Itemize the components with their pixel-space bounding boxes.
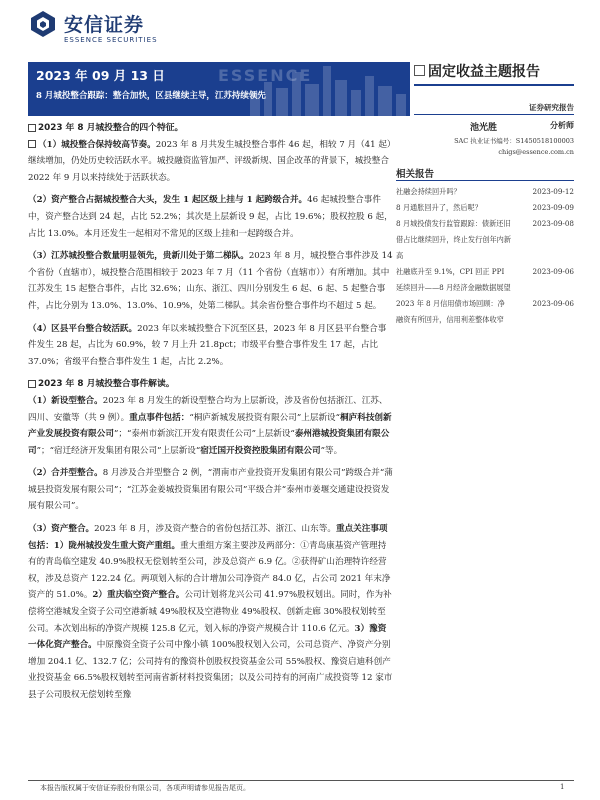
related-report-title[interactable]: 8 月通胀回升了，然后呢？ bbox=[396, 203, 482, 212]
analyst-email[interactable]: chigs@essence.com.cn bbox=[498, 148, 574, 156]
report-category: 证券研究报告 bbox=[529, 103, 574, 112]
bullet-square-icon bbox=[28, 140, 36, 148]
bullet-square-icon bbox=[28, 124, 36, 132]
logo-text-cn: 安信证券 bbox=[64, 14, 145, 36]
paragraph: （3）江苏城投整合数量明显领先，贵新川处于第二梯队。2023 年 8 月，城投整合事件涉及 14 个省份（直辖市），城投整合范围相较于 2023 年 7 月（11 个省份（直辖市））有所增加。其中江苏发生 15 起整合事件，占比 32.6%；山东、浙江、四川分别发生 6 起、6 起、5 起整合事件，占比分别为 13.0%、13.0%、10.9%，处第二梯队。其余省份整合事件均不超过 5 起。 bbox=[28, 251, 393, 311]
logo-mark-icon bbox=[30, 10, 56, 38]
analyst-license: SAC 执业证书编号：S1450518100003 bbox=[454, 137, 574, 145]
related-report-date: 2023-09-12 bbox=[532, 187, 574, 196]
paragraph: （1）新设型整合。2023 年 8 月发生的新设型整合均为上层新设，涉及省份包括浙江、江苏、四川、安徽等（共 9 例）。重点事件包括：“桐庐新城发展投资有限公司”上层新设“桐庐科技创新产业发展投资有限公司”；“泰州市新滨江开发有限责任公司”上层新设“泰州港城投资集团有限公司”；“宿迁经济开发集团有限公司”上层新设“宿迁国开投资控股集团有限公司”等。 bbox=[28, 395, 392, 456]
footer-disclaimer: 本报告版权属于安信证券股份有限公司，各项声明请参见报告尾页。 bbox=[40, 784, 250, 792]
footer-divider bbox=[28, 780, 574, 781]
related-report-title[interactable]: 2023 年 8 月信用债市场回顾：净融资有所回升，信用利差整体收窄 bbox=[396, 299, 505, 324]
report-body bbox=[28, 120, 393, 704]
report-date: 2023 年 09 月 13 日 bbox=[36, 68, 165, 83]
analyst-name: 池光胜 bbox=[470, 123, 498, 133]
related-report-item[interactable] bbox=[396, 264, 574, 296]
report-title: 8 月城投整合跟踪：整合加快，区县继续主导，江苏持续领先 bbox=[36, 91, 266, 101]
related-report-item[interactable] bbox=[396, 216, 574, 264]
analyst-role: 分析师 bbox=[550, 120, 574, 130]
banner-watermark: ESSENCE bbox=[218, 66, 313, 85]
page-number: 1 bbox=[560, 783, 565, 791]
bullet-square-icon bbox=[28, 380, 36, 388]
divider bbox=[414, 84, 574, 86]
paragraph: （2）资产整合占据城投整合大头，发生 1 起区级上挂与 1 起跨级合并。46 起城投整合事件中，资产整合达到 24 起，占比 52.2%；其次是上层新设 9 起，占比 19.6%；股权控股 6 起，占比 13.0%。本月还发生一起相对不常见的区级上挂和一起跨级合并。 bbox=[28, 195, 393, 239]
paragraph: （4）区县平台整合较活跃。2023 年以来城投整合下沉至区县，2023 年 8 月区县平台整合事件发生 28 起，占比为 60.9%，较 7 月上升 21.8pct；市级平台整合事件发生 17 起，占比 37.0%；省级平台整合事件发生 1 起，占比 2.2%。 bbox=[28, 323, 387, 367]
paragraph: （1）城投整合保持较高节奏。2023 年 8 月共发生城投整合事件 46 起，相较 7 月（41 起）继续增加，仍处历史较活跃水平。城投融资监管加严、评级新规、国企改革的背景下，城投整合 2022 年 9 月以来持续处于活跃状态。 bbox=[28, 139, 392, 183]
report-type-label: 固定收益主题报告 bbox=[428, 64, 540, 80]
related-report-item[interactable] bbox=[396, 184, 574, 200]
paragraph: （3）资产整合。2023 年 8 月，涉及资产整合的省份包括江苏、浙江、山东等。重点关注事项包括：1）陇州城投发生重大资产重组。重大重组方案主要涉及两部分：①青岛康基资产管理持有的青岛临空建发 40.9%股权无偿划转至公司，涉及总资产 6.9 亿。②获得矿山治理特许经营权，涉及总资产 122.24 亿。两项划入标的合计增加公司净资产 84.0 亿，占公司 2021 年末净资产的 51.0%。2）重庆临空资产整合。公司计划将龙兴公司 41.97%股权划出。同时，作为补偿将空港城发全资子公司空港新城 49%股权及空港物业 49%股权、创新走廊 30%股权划转至公司。本次划出标的净资产规模 125.8 亿元，划入标的净资产规模合计 110.6 亿元。3）豫资一体化资产整合。中原豫资全资子公司中豫小镇 100%股权划入公司，公司总资产、净资产分别增加 204.1 亿、132.7 亿；公司持有的豫资朴创股权投资基金公司 55%股权、豫资启迪科创产业投资基金 66.5%股权划转至河南省新材料投资集团；以及公司持有的河南广成投资等 12 家市县子公司股权无偿划转至豫 bbox=[28, 524, 393, 700]
related-reports-heading: 相关报告 bbox=[396, 169, 435, 180]
related-report-item[interactable] bbox=[396, 296, 574, 328]
section-heading: 2023 年 8 月城投整合事件解读。 bbox=[28, 376, 393, 393]
report-type-icon bbox=[414, 65, 425, 76]
logo-text-en: ESSENCE SECURITIES bbox=[64, 36, 158, 44]
company-logo bbox=[30, 8, 210, 48]
section-heading: 2023 年 8 月城投整合的四个特征。 bbox=[28, 120, 393, 137]
related-report-item[interactable] bbox=[396, 200, 574, 216]
related-report-date: 2023-09-09 bbox=[532, 203, 574, 212]
related-report-title[interactable]: 社融会持续回升吗？ bbox=[396, 187, 461, 196]
related-reports-list bbox=[396, 184, 574, 328]
related-report-title[interactable]: 8 月城投债发行监管跟踪：债新还旧借占比继续回升，终止发行创年内新高 bbox=[396, 219, 512, 260]
divider bbox=[414, 114, 574, 115]
divider bbox=[396, 180, 574, 181]
report-type bbox=[414, 60, 574, 84]
related-report-date: 2023-09-08 bbox=[532, 219, 574, 228]
related-report-date: 2023-09-06 bbox=[532, 299, 574, 308]
related-report-date: 2023-09-06 bbox=[532, 267, 574, 276]
paragraph: （2）合并型整合。8 月涉及合并型整合 2 例，“渭南市产业投资开发集团有限公司”跨级合并“蒲城县投资发展有限公司”；“江苏金姜城投资集团有限公司”平级合并“泰州市姜堰交通建设投资发展有限公司”。 bbox=[28, 468, 393, 512]
related-report-title[interactable]: 社融底升至 9.1%，CPI 回正 PPI 延续回升——8 月经济金融数据展望 bbox=[396, 267, 511, 292]
title-banner bbox=[28, 62, 410, 116]
